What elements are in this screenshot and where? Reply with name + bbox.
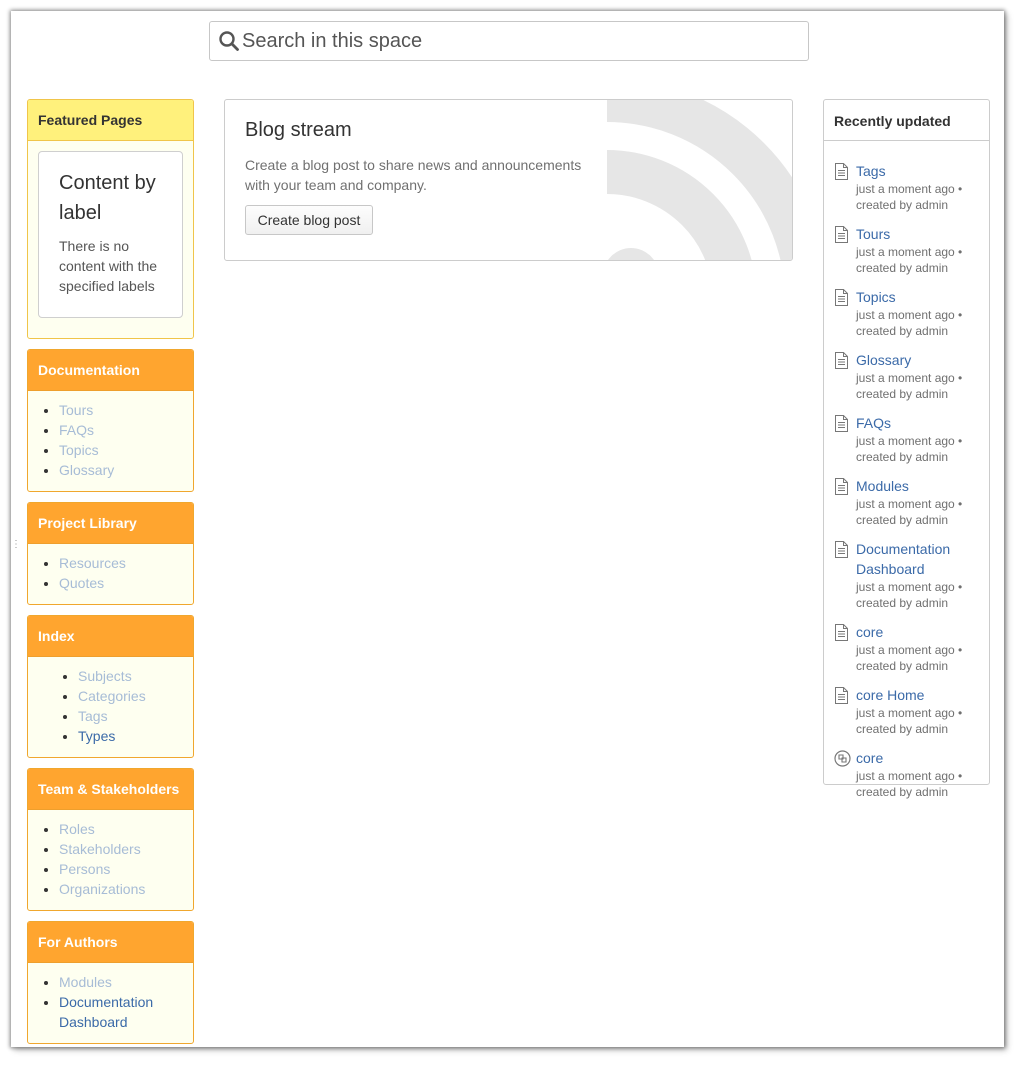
blog-stream-title: Blog stream bbox=[245, 119, 352, 141]
page-icon bbox=[834, 478, 849, 498]
recent-item-author: created by admin bbox=[856, 198, 949, 212]
list-item[interactable] bbox=[78, 686, 193, 706]
link-persons[interactable]: Persons bbox=[59, 861, 111, 877]
recent-item-time: just a moment ago • bbox=[856, 434, 963, 448]
project-library-title: Project Library bbox=[28, 503, 193, 544]
list-item bbox=[834, 287, 989, 339]
recently-updated-list bbox=[824, 141, 989, 800]
rss-icon bbox=[607, 100, 793, 261]
page-icon bbox=[834, 541, 849, 561]
recent-item-time: just a moment ago • bbox=[856, 245, 963, 259]
list-item[interactable] bbox=[59, 460, 193, 480]
page-icon bbox=[834, 352, 849, 372]
list-item[interactable] bbox=[59, 400, 193, 420]
list-item[interactable] bbox=[78, 666, 193, 686]
page-icon bbox=[834, 687, 849, 707]
list-item[interactable] bbox=[59, 440, 193, 460]
list-item bbox=[834, 685, 989, 737]
page-frame bbox=[11, 11, 1004, 1047]
recent-item-author: created by admin bbox=[856, 659, 949, 673]
create-blog-post-button[interactable]: Create blog post bbox=[245, 205, 373, 235]
recent-item-author: created by admin bbox=[856, 450, 949, 464]
link-categories[interactable]: Categories bbox=[78, 688, 146, 704]
recent-item-link[interactable]: core Home bbox=[856, 687, 925, 703]
content-by-label-title: Content by label bbox=[59, 172, 156, 224]
link-quotes[interactable]: Quotes bbox=[59, 575, 105, 591]
recent-item-time: just a moment ago • bbox=[856, 182, 963, 196]
for-authors-panel bbox=[27, 921, 194, 1044]
recent-item-link[interactable]: Documentation Dashboard bbox=[856, 541, 951, 577]
recent-item-time: just a moment ago • bbox=[856, 580, 963, 594]
search-icon bbox=[218, 30, 240, 52]
recent-item-author: created by admin bbox=[856, 387, 949, 401]
recent-item-author: created by admin bbox=[856, 596, 949, 610]
recent-item-link[interactable]: FAQs bbox=[856, 415, 892, 431]
list-item bbox=[834, 350, 989, 402]
featured-pages-panel bbox=[27, 99, 194, 339]
featured-pages-title: Featured Pages bbox=[28, 100, 193, 141]
index-title: Index bbox=[28, 616, 193, 657]
recent-item-author: created by admin bbox=[856, 261, 949, 275]
recent-item-author: created by admin bbox=[856, 513, 949, 527]
space-icon bbox=[834, 750, 851, 770]
blog-stream-text: Create a blog post to share news and announcements with your team and company. bbox=[245, 157, 582, 193]
recent-item-time: just a moment ago • bbox=[856, 643, 963, 657]
recent-item-author: created by admin bbox=[856, 785, 949, 799]
list-item[interactable] bbox=[59, 573, 193, 593]
list-item bbox=[834, 622, 989, 674]
link-tags[interactable]: Tags bbox=[78, 708, 108, 724]
recent-item-link[interactable]: Glossary bbox=[856, 352, 912, 368]
list-item[interactable] bbox=[59, 839, 193, 859]
link-faqs[interactable]: FAQs bbox=[59, 422, 95, 438]
link-resources[interactable]: Resources bbox=[59, 555, 126, 571]
page-icon bbox=[834, 163, 849, 183]
link-tours[interactable]: Tours bbox=[59, 402, 94, 418]
page-icon bbox=[834, 226, 849, 246]
page-icon bbox=[834, 624, 849, 644]
recent-item-link[interactable]: Modules bbox=[856, 478, 909, 494]
content-by-label-card bbox=[38, 151, 183, 318]
list-item[interactable] bbox=[59, 420, 193, 440]
recent-item-time: just a moment ago • bbox=[856, 371, 963, 385]
recent-item-time: just a moment ago • bbox=[856, 706, 963, 720]
link-topics[interactable]: Topics bbox=[59, 442, 99, 458]
list-item bbox=[834, 224, 989, 276]
list-item bbox=[834, 161, 989, 213]
list-item bbox=[834, 539, 989, 611]
list-item[interactable] bbox=[59, 553, 193, 573]
link-roles[interactable]: Roles bbox=[59, 821, 95, 837]
link-organizations[interactable]: Organizations bbox=[59, 881, 146, 897]
list-item[interactable] bbox=[78, 726, 193, 746]
search-input[interactable] bbox=[242, 30, 782, 53]
list-item[interactable] bbox=[59, 972, 173, 992]
recent-item-link[interactable]: core bbox=[856, 750, 884, 766]
recent-item-author: created by admin bbox=[856, 324, 949, 338]
team-stakeholders-title: Team & Stakeholders bbox=[28, 769, 193, 810]
search-box[interactable] bbox=[209, 21, 809, 61]
index-panel bbox=[27, 615, 194, 758]
for-authors-title: For Authors bbox=[28, 922, 193, 963]
list-item bbox=[834, 476, 989, 528]
blog-stream-panel bbox=[224, 99, 793, 261]
recent-item-link[interactable]: core bbox=[856, 624, 884, 640]
recently-updated-panel bbox=[823, 99, 990, 799]
page-icon bbox=[834, 415, 849, 435]
resize-grip-icon[interactable]: ⋮ bbox=[11, 539, 21, 550]
page-icon bbox=[834, 289, 849, 309]
recent-item-time: just a moment ago • bbox=[856, 497, 963, 511]
recent-item-link[interactable]: Topics bbox=[856, 289, 896, 305]
recent-item-link[interactable]: Tours bbox=[856, 226, 891, 242]
team-stakeholders-panel bbox=[27, 768, 194, 911]
link-modules[interactable]: Modules bbox=[59, 974, 112, 990]
link-stakeholders[interactable]: Stakeholders bbox=[59, 841, 141, 857]
list-item[interactable] bbox=[59, 819, 193, 839]
link-glossary[interactable]: Glossary bbox=[59, 462, 115, 478]
list-item bbox=[834, 413, 989, 465]
list-item[interactable] bbox=[59, 859, 193, 879]
list-item[interactable] bbox=[78, 706, 193, 726]
recent-item-link[interactable]: Tags bbox=[856, 163, 886, 179]
documentation-title: Documentation bbox=[28, 350, 193, 391]
recently-updated-title: Recently updated bbox=[824, 100, 989, 141]
project-library-panel bbox=[27, 502, 194, 605]
recent-item-author: created by admin bbox=[856, 722, 949, 736]
documentation-panel bbox=[27, 349, 194, 492]
link-subjects[interactable]: Subjects bbox=[78, 668, 132, 684]
list-item bbox=[834, 748, 989, 800]
list-item[interactable] bbox=[59, 992, 173, 1032]
recent-item-time: just a moment ago • bbox=[856, 308, 963, 322]
link-documentation-dashboard[interactable]: Documentation Dashboard bbox=[59, 994, 154, 1030]
link-types[interactable]: Types bbox=[78, 728, 116, 744]
recent-item-time: just a moment ago • bbox=[856, 769, 963, 783]
content-by-label-text: There is no content with the specified labels bbox=[59, 238, 158, 294]
list-item[interactable] bbox=[59, 879, 193, 899]
